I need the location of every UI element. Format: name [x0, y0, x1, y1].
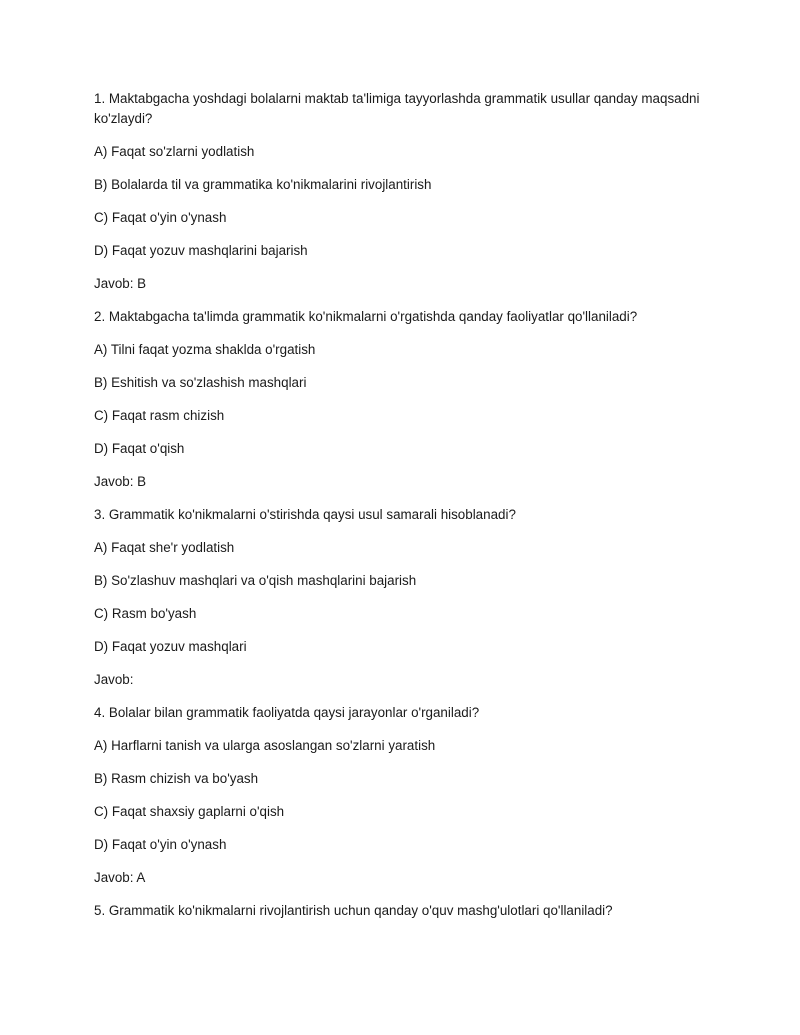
document-body [94, 89, 709, 934]
question-4-option-a: A) Harflarni tanish va ularga asoslangan so'zlarni yaratish [94, 738, 436, 753]
question-2-text: 2. Maktabgacha ta'limda grammatik ko'nikmalarni o'rgatishda qanday faoliyatlar qo'llaniladi? [94, 309, 638, 324]
question-3-option-a: A) Faqat she'r yodlatish [94, 540, 235, 555]
question-1-option-d: D) Faqat yozuv mashqlarini bajarish [94, 243, 308, 258]
question-4-option-b: B) Rasm chizish va bo'yash [94, 771, 259, 786]
question-3-option-b: B) So'zlashuv mashqlari va o'qish mashqlarini bajarish [94, 573, 417, 588]
question-1-option-b: B) Bolalarda til va grammatika ko'nikmalarini rivojlantirish [94, 177, 432, 192]
question-2-option-c: C) Faqat rasm chizish [94, 408, 225, 423]
question-4-option-d: D) Faqat o'yin o'ynash [94, 837, 227, 852]
question-2-option-a: A) Tilni faqat yozma shaklda o'rgatish [94, 342, 316, 357]
question-4-option-c: C) Faqat shaxsiy gaplarni o'qish [94, 804, 285, 819]
question-3-option-d: D) Faqat yozuv mashqlari [94, 639, 247, 654]
question-1-option-c: C) Faqat o'yin o'ynash [94, 210, 227, 225]
question-3-option-c: C) Rasm bo'yash [94, 606, 197, 621]
question-5-text: 5. Grammatik ko'nikmalarni rivojlantirish uchun qanday o'quv mashg'ulotlari qo'llaniladi? [94, 903, 613, 918]
question-4-answer: Javob: A [94, 870, 146, 885]
question-1-answer: Javob: B [94, 276, 147, 291]
question-4-text: 4. Bolalar bilan grammatik faoliyatda qaysi jarayonlar o'rganiladi? [94, 705, 480, 720]
question-3-answer: Javob: [94, 672, 134, 687]
question-3-text: 3. Grammatik ko'nikmalarni o'stirishda qaysi usul samarali hisoblanadi? [94, 507, 516, 522]
question-1-option-a: A) Faqat so'zlarni yodlatish [94, 144, 255, 159]
question-2-option-d: D) Faqat o'qish [94, 441, 185, 456]
question-2-option-b: B) Eshitish va so'zlashish mashqlari [94, 375, 307, 390]
question-2-answer: Javob: B [94, 474, 147, 489]
question-1-text: 1. Maktabgacha yoshdagi bolalarni maktab ta'limiga tayyorlashda grammatik usullar qanday maqsadni ko'zlaydi? [94, 91, 700, 126]
